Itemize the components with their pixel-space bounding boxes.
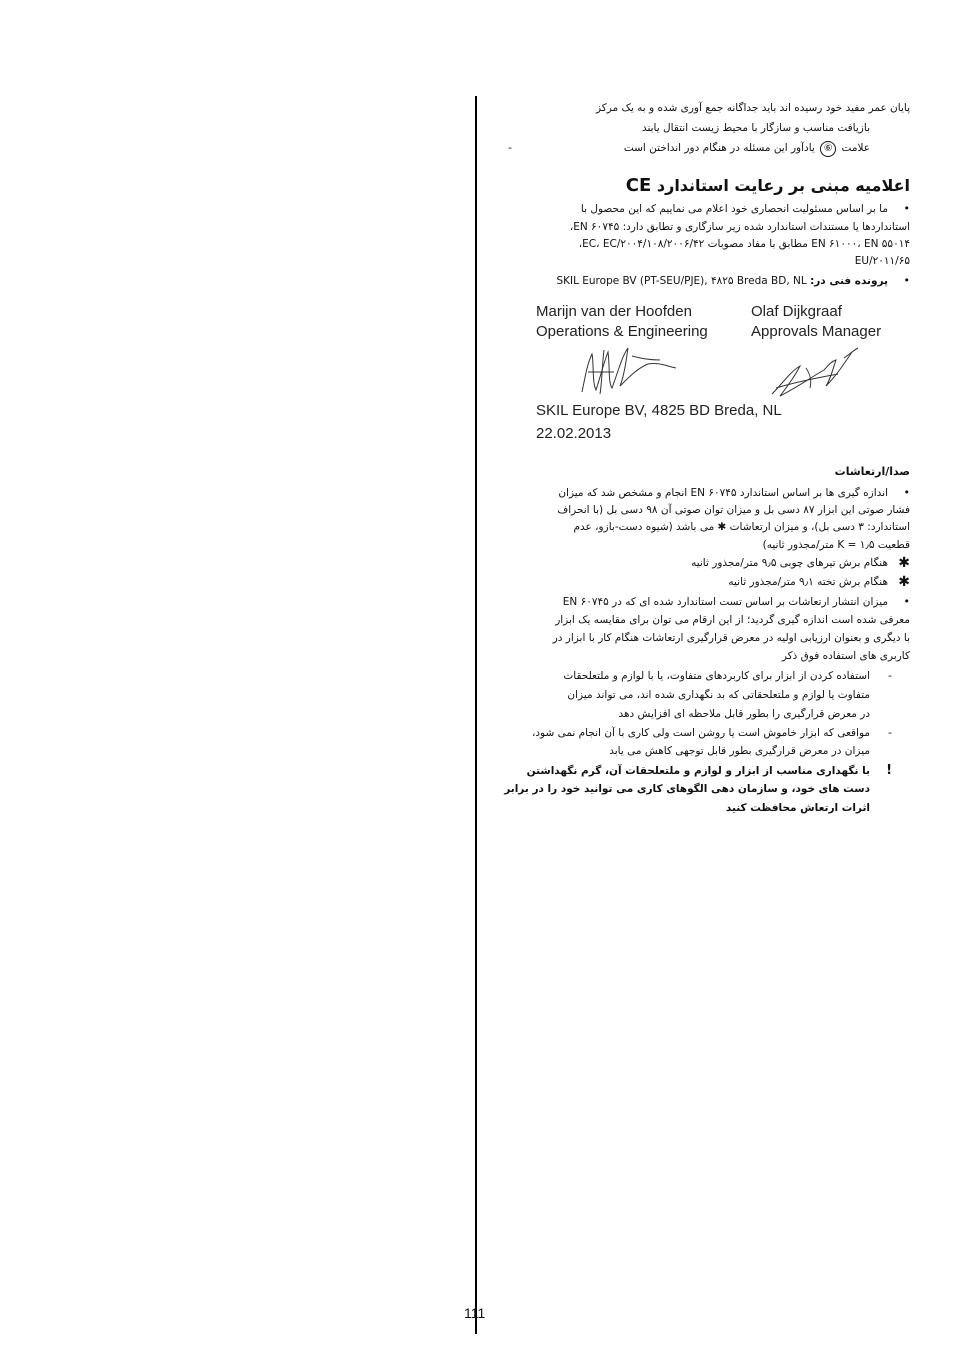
noise-vibration-title: صدا/ارتعاشات	[834, 465, 910, 478]
noise-line: مواقعی که ابزار خاموش است یا روشن است ولی کاری با آن انجام نمی شود،	[531, 727, 870, 739]
warning-icon: !	[886, 763, 892, 778]
asterisk-icon: ✱	[898, 574, 910, 590]
conformity-line: EN ۶۱۰۰۰، EN ۵۵۰۱۴ مطابق با مفاد مصوبات ۲۰۰۶/۴۲/EC، EC/۲۰۰۴/۱۰۸،	[578, 238, 910, 250]
bullet: •	[903, 595, 910, 608]
noise-line: متفاوت یا لوازم و ملتعلحقاتی که بد نگهداری شده اند، می تواند میزان	[567, 689, 870, 701]
vibration-value-beams: هنگام برش تیرهای چوبی ۹٫۵ متر/مجذور ثانیه	[691, 557, 888, 569]
disposal-line: پایان عمر مفید خود رسیده اند باید جداگانه جمع آوری شده و به یک مرکز	[595, 102, 910, 114]
conformity-line: ما بر اساس مسئولیت انحصاری خود اعلام می نماییم که این محصول با	[580, 203, 888, 215]
technical-file-line	[556, 274, 888, 288]
vibration-value-boards: هنگام برش تخته ۹٫۱ متر/مجذور ثانیه	[728, 576, 888, 588]
bullet: •	[903, 274, 910, 287]
technical-file-label: پرونده فنی در:	[810, 275, 888, 287]
warning-line: اثرات ارتعاش محافظت کنید	[725, 802, 870, 814]
warning-line: با نگهداری مناسب از ابزار و لوازم و ملتعلحقات آن، گرم نگهداشتن	[526, 765, 870, 777]
disposal-symbol-icon: ⑥	[820, 141, 836, 157]
noise-line: با دیگری و بعنوان ارزیابی اولیه در معرض قرارگیری ارتعاشات هنگام کار با ابزار در	[552, 632, 910, 644]
noise-line: در معرض قرارگیری را بطور قابل ملاحظه ای افزایش دهد	[618, 708, 870, 720]
conformity-title-text: اعلامیه مبنی بر رعایت استاندارد	[656, 176, 910, 195]
signatory-right-title: Approvals Manager	[751, 323, 882, 340]
conformity-line: EU/۲۰۱۱/۶۵	[854, 255, 910, 267]
conformity-title	[620, 176, 910, 196]
asterisk-icon: ✱	[898, 555, 910, 571]
noise-line: میزان در معرض قرارگیری بطور قابل توجهی کاهش می یابد	[609, 745, 870, 757]
ce-mark-icon: CE	[625, 175, 652, 196]
dash-marker: -	[888, 669, 892, 682]
technical-file-value: SKIL Europe BV (PT-SEU/PJE), ۴۸۲۵ Breda BD, NL	[556, 275, 807, 287]
declaration-date: 22.02.2013	[536, 425, 612, 442]
noise-line: میزان انتشار ارتعاشات بر اساس تست استاندارد شده ای که در EN ۶۰۷۴۵	[562, 596, 888, 608]
disposal-symbol-note-before: علامت	[841, 142, 870, 154]
noise-line: کاربری های استفاده فوق ذکر	[781, 650, 910, 662]
signatory-left-name: Marijn van der Hoofden	[536, 303, 692, 320]
signature-left	[574, 342, 684, 400]
page-number: 111	[464, 1305, 486, 1321]
noise-line: قطعیت K = ۱٫۵ متر/مجذور ثانیه)	[762, 539, 910, 551]
warning-line: دست های خود، و سازمان دهی الگوهای کاری می توانید خود را در برابر	[504, 783, 870, 795]
noise-line: استفاده کردن از ابزار برای کاربردهای متفاوت، یا با لوازم و ملتعلحقات	[563, 670, 870, 682]
signatory-right-name: Olaf Dijkgraaf	[751, 303, 842, 320]
signatory-left-title: Operations & Engineering	[536, 323, 708, 340]
noise-line: فشار صوتی این ابزار ۸۷ دسی بل و میزان توان صوتی آن ۹۸ دسی بل (با انحراف	[557, 504, 910, 516]
disposal-symbol-note	[624, 141, 870, 157]
bullet: •	[903, 202, 910, 215]
conformity-line: استانداردها یا مستندات استاندارد شده زیر سازگاری و تطابق دارد: EN ۶۰۷۴۵،	[569, 221, 910, 233]
noise-line: اندازه گیری ها بر اساس استاندارد EN ۶۰۷۴۵ انجام و مشخص شد که میزان	[558, 487, 888, 499]
dash-marker: -	[508, 141, 512, 154]
disposal-symbol-note-after: یادآور این مسئله در هنگام دور انداختن است	[623, 142, 815, 154]
signature-right	[766, 344, 862, 400]
dash-marker: -	[888, 726, 892, 739]
disposal-line: بازیافت مناسب و سازگار با محیط زیست انتقال یابند	[641, 122, 870, 134]
noise-line: استاندارد: ۳ دسی بل)، و میزان ارتعاشات ✱ می باشد (شیوه دست-بازو، عدم	[573, 521, 910, 533]
noise-line: معرفی شده است اندازه گیری گردید؛ از این ارقام می توان برای مقایسه یک ابزار	[555, 614, 910, 626]
bullet: •	[903, 486, 910, 499]
company-address: SKIL Europe BV, 4825 BD Breda, NL	[536, 402, 782, 419]
column-divider	[475, 96, 477, 1334]
